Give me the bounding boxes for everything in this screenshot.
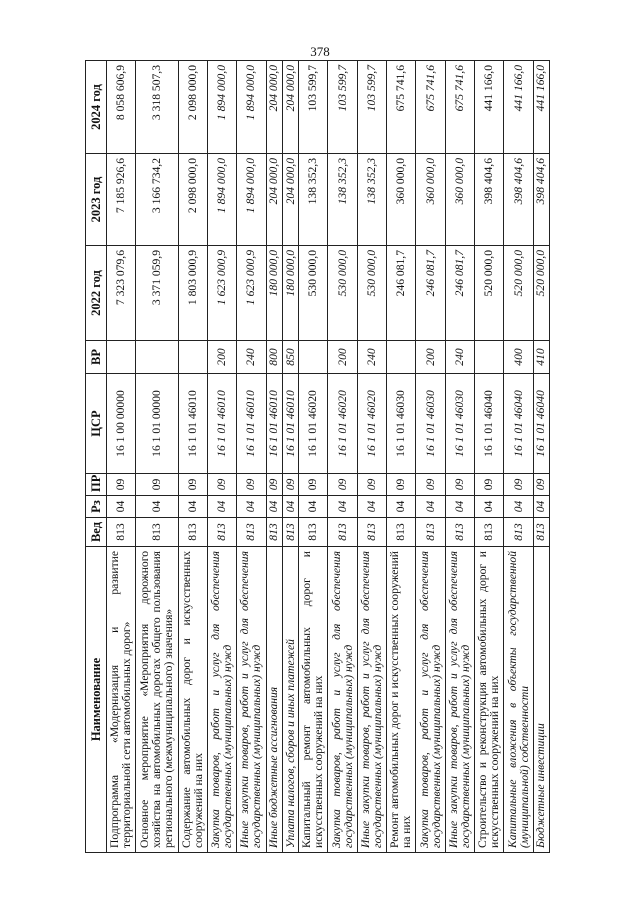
- cell-2024: 8 058 606,9: [107, 61, 136, 154]
- cell-pr: 09: [136, 474, 178, 496]
- cell-2023: 2 098 000,0: [178, 154, 207, 246]
- cell-2022: 1 623 000,9: [237, 246, 266, 341]
- cell-pr: 09: [237, 474, 266, 496]
- cell-2023: 398 404,6: [533, 154, 549, 246]
- header-name: Наименование: [86, 547, 107, 853]
- cell-pr: 09: [266, 474, 282, 496]
- cell-name: Ремонт автомобильных дорог и искусственных сооружений на них: [387, 547, 416, 853]
- header-2022: 2022 год: [86, 246, 107, 341]
- table-row: [237, 61, 266, 853]
- cell-pr: 09: [445, 474, 474, 496]
- cell-ved: 813: [416, 518, 445, 547]
- cell-2024: 1 894 000,0: [237, 61, 266, 154]
- cell-vr: 850: [282, 341, 298, 374]
- cell-rz: 04: [207, 496, 236, 518]
- cell-ved: 813: [282, 518, 298, 547]
- cell-pr: 09: [107, 474, 136, 496]
- cell-ved: 813: [237, 518, 266, 547]
- cell-2024: 2 098 000,0: [178, 61, 207, 154]
- table-row: [107, 61, 136, 853]
- cell-2023: 360 000,0: [416, 154, 445, 246]
- cell-csr: 16 1 01 46020: [328, 374, 357, 474]
- cell-csr: 16 1 01 46040: [475, 374, 504, 474]
- header-csr: ЦСР: [86, 374, 107, 474]
- cell-2024: 3 318 507,3: [136, 61, 178, 154]
- table-row: [445, 61, 474, 853]
- cell-pr: 09: [416, 474, 445, 496]
- cell-name: Иные закупки товаров, работ и услуг для обеспечения государственных (муниципальных) нужд: [237, 547, 266, 853]
- cell-vr: 240: [357, 341, 386, 374]
- cell-name: Содержание автомобильных дорог и искусственных сооружений на них: [178, 547, 207, 853]
- cell-name: Капитальный ремонт автомобильных дорог и искусственных сооружений на них: [299, 547, 328, 853]
- cell-name: Закупка товаров, работ и услуг для обеспечения государственных (муниципальных) нужд: [416, 547, 445, 853]
- cell-2023: 138 352,3: [328, 154, 357, 246]
- cell-2022: 7 323 079,6: [107, 246, 136, 341]
- rotated-table-container: [85, 61, 550, 853]
- cell-ved: 813: [533, 518, 549, 547]
- cell-vr: 800: [266, 341, 282, 374]
- cell-2022: 530 000,0: [357, 246, 386, 341]
- cell-rz: 04: [504, 496, 533, 518]
- page-number: 378: [310, 44, 330, 59]
- cell-2023: 3 166 734,2: [136, 154, 178, 246]
- cell-ved: 813: [445, 518, 474, 547]
- header-pr: ПР: [86, 474, 107, 496]
- cell-vr: 200: [207, 341, 236, 374]
- cell-ved: 813: [107, 518, 136, 547]
- cell-csr: 16 1 01 46040: [533, 374, 549, 474]
- cell-2022: 520 000,0: [533, 246, 549, 341]
- cell-ved: 813: [207, 518, 236, 547]
- cell-2023: 138 352,3: [299, 154, 328, 246]
- cell-csr: 16 1 01 46030: [387, 374, 416, 474]
- table-row: [266, 61, 282, 853]
- cell-2024: 675 741,6: [416, 61, 445, 154]
- cell-csr: 16 1 01 46020: [299, 374, 328, 474]
- cell-2023: 360 000,0: [387, 154, 416, 246]
- cell-vr: 400: [504, 341, 533, 374]
- cell-name: Закупка товаров, работ и услуг для обеспечения государственных (муниципальных) нужд: [207, 547, 236, 853]
- cell-pr: 09: [299, 474, 328, 496]
- header-rz: Рз: [86, 496, 107, 518]
- table-row: [475, 61, 504, 853]
- table-body: [107, 61, 550, 853]
- cell-2024: 441 166,0: [475, 61, 504, 154]
- cell-pr: 09: [178, 474, 207, 496]
- cell-pr: 09: [504, 474, 533, 496]
- cell-rz: 04: [328, 496, 357, 518]
- cell-vr: 200: [416, 341, 445, 374]
- cell-2022: 3 371 059,9: [136, 246, 178, 341]
- cell-vr: [387, 341, 416, 374]
- cell-csr: 16 1 01 46010: [237, 374, 266, 474]
- cell-2022: 530 000,0: [299, 246, 328, 341]
- cell-2022: 520 000,0: [475, 246, 504, 341]
- table-header-row: [86, 61, 107, 853]
- cell-ved: 813: [299, 518, 328, 547]
- table-row: [178, 61, 207, 853]
- budget-table: [85, 60, 550, 853]
- cell-vr: [136, 341, 178, 374]
- cell-2023: 1 894 000,0: [207, 154, 236, 246]
- cell-2022: 1 803 000,9: [178, 246, 207, 341]
- cell-vr: [107, 341, 136, 374]
- cell-name: Капитальные вложения в объекты государственной (муниципальной) собственности: [504, 547, 533, 853]
- cell-ved: 813: [387, 518, 416, 547]
- cell-vr: [299, 341, 328, 374]
- cell-name: Подпрограмма «Модернизация и развитие территориальной сети автомобильных дорог»: [107, 547, 136, 853]
- cell-2023: 204 000,0: [282, 154, 298, 246]
- table-row: [299, 61, 328, 853]
- cell-2024: 675 741,6: [445, 61, 474, 154]
- cell-pr: 09: [328, 474, 357, 496]
- cell-name: Основное мероприятие «Мероприятия дорожного хозяйства на автомобильных дорогах общего пользования регионального (межмуниципального) значения»: [136, 547, 178, 853]
- cell-vr: [475, 341, 504, 374]
- cell-csr: 16 1 01 46010: [282, 374, 298, 474]
- cell-2023: 138 352,3: [357, 154, 386, 246]
- cell-2024: 204 000,0: [266, 61, 282, 154]
- cell-csr: 16 1 01 46020: [357, 374, 386, 474]
- cell-name: Иные закупки товаров, работ и услуг для обеспечения государственных (муниципальных) нужд: [445, 547, 474, 853]
- cell-vr: 240: [237, 341, 266, 374]
- cell-name: Строительство и реконструкция автомобильных дорог и искусственных сооружений на них: [475, 547, 504, 853]
- cell-2022: 1 623 000,9: [207, 246, 236, 341]
- cell-2022: 246 081,7: [416, 246, 445, 341]
- cell-ved: 813: [266, 518, 282, 547]
- cell-csr: 16 1 01 46010: [207, 374, 236, 474]
- cell-2024: 675 741,6: [387, 61, 416, 154]
- cell-name: Иные бюджетные ассигнования: [266, 547, 282, 853]
- cell-2023: 360 000,0: [445, 154, 474, 246]
- cell-rz: 04: [387, 496, 416, 518]
- cell-2024: 103 599,7: [299, 61, 328, 154]
- cell-rz: 04: [533, 496, 549, 518]
- cell-rz: 04: [416, 496, 445, 518]
- cell-name: Бюджетные инвестиции: [533, 547, 549, 853]
- cell-2022: 246 081,7: [387, 246, 416, 341]
- cell-pr: 09: [207, 474, 236, 496]
- table-row: [207, 61, 236, 853]
- cell-csr: 16 1 01 46010: [266, 374, 282, 474]
- cell-rz: 04: [107, 496, 136, 518]
- cell-vr: 410: [533, 341, 549, 374]
- cell-2024: 103 599,7: [328, 61, 357, 154]
- header-ved: Вед: [86, 518, 107, 547]
- header-vr: ВР: [86, 341, 107, 374]
- header-2023: 2023 год: [86, 154, 107, 246]
- cell-2024: 441 166,0: [504, 61, 533, 154]
- cell-rz: 04: [178, 496, 207, 518]
- cell-rz: 04: [237, 496, 266, 518]
- table-row: [136, 61, 178, 853]
- cell-2023: 204 000,0: [266, 154, 282, 246]
- cell-csr: 16 1 01 00000: [136, 374, 178, 474]
- cell-rz: 04: [445, 496, 474, 518]
- cell-rz: 04: [357, 496, 386, 518]
- table-row: [504, 61, 533, 853]
- cell-vr: 200: [328, 341, 357, 374]
- header-2024: 2024 год: [86, 61, 107, 154]
- cell-rz: 04: [266, 496, 282, 518]
- table-row: [328, 61, 357, 853]
- table-row: [533, 61, 549, 853]
- cell-2023: 398 404,6: [504, 154, 533, 246]
- table-row: [282, 61, 298, 853]
- cell-2024: 441 166,0: [533, 61, 549, 154]
- table-row: [416, 61, 445, 853]
- cell-pr: 09: [475, 474, 504, 496]
- cell-csr: 16 1 01 46040: [504, 374, 533, 474]
- table-row: [387, 61, 416, 853]
- cell-2023: 7 185 926,6: [107, 154, 136, 246]
- cell-2022: 520 000,0: [504, 246, 533, 341]
- cell-ved: 813: [475, 518, 504, 547]
- cell-2024: 204 000,0: [282, 61, 298, 154]
- cell-name: Уплата налогов, сборов и иных платежей: [282, 547, 298, 853]
- cell-pr: 09: [357, 474, 386, 496]
- cell-2022: 180 000,0: [266, 246, 282, 341]
- cell-ved: 813: [328, 518, 357, 547]
- cell-ved: 813: [504, 518, 533, 547]
- cell-ved: 813: [357, 518, 386, 547]
- cell-pr: 09: [387, 474, 416, 496]
- cell-ved: 813: [178, 518, 207, 547]
- cell-csr: 16 1 01 46030: [416, 374, 445, 474]
- cell-csr: 16 1 01 46010: [178, 374, 207, 474]
- cell-rz: 04: [475, 496, 504, 518]
- cell-rz: 04: [282, 496, 298, 518]
- cell-name: Закупка товаров, работ и услуг для обеспечения государственных (муниципальных) нужд: [328, 547, 357, 853]
- cell-2022: 246 081,7: [445, 246, 474, 341]
- cell-ved: 813: [136, 518, 178, 547]
- cell-vr: 240: [445, 341, 474, 374]
- table-row: [357, 61, 386, 853]
- cell-2024: 103 599,7: [357, 61, 386, 154]
- cell-rz: 04: [299, 496, 328, 518]
- cell-csr: 16 1 01 46030: [445, 374, 474, 474]
- cell-rz: 04: [136, 496, 178, 518]
- cell-name: Иные закупки товаров, работ и услуг для обеспечения государственных (муниципальных) нужд: [357, 547, 386, 853]
- cell-2023: 1 894 000,0: [237, 154, 266, 246]
- cell-2022: 180 000,0: [282, 246, 298, 341]
- cell-pr: 09: [282, 474, 298, 496]
- cell-pr: 09: [533, 474, 549, 496]
- cell-2024: 1 894 000,0: [207, 61, 236, 154]
- cell-2022: 530 000,0: [328, 246, 357, 341]
- cell-csr: 16 1 00 00000: [107, 374, 136, 474]
- cell-vr: [178, 341, 207, 374]
- cell-2023: 398 404,6: [475, 154, 504, 246]
